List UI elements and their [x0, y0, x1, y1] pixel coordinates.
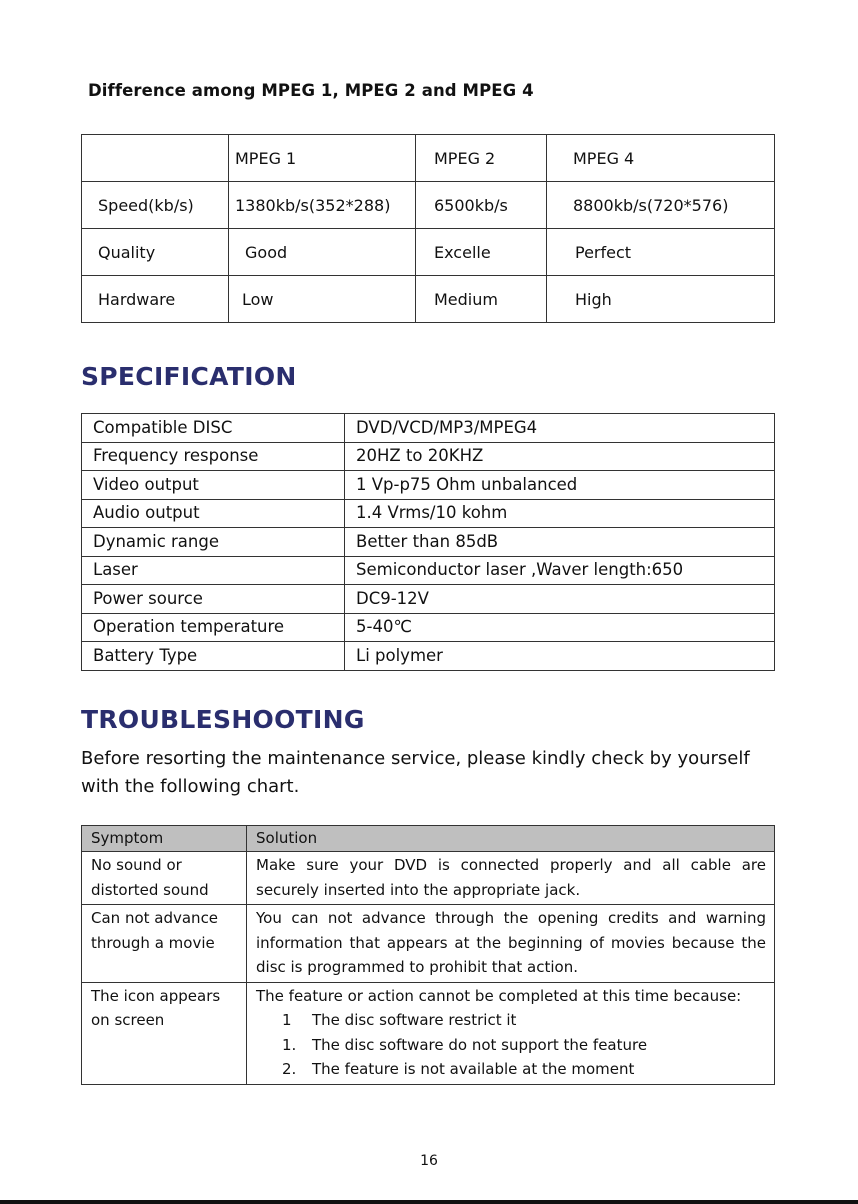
- table-row: [82, 585, 775, 614]
- row-label: Hardware: [82, 276, 229, 323]
- table-header-cell: MPEG 4: [547, 135, 775, 182]
- spec-label: Laser: [82, 556, 345, 585]
- table-row: [82, 905, 775, 983]
- table-cell: Excelle: [416, 229, 547, 276]
- spec-value: DVD/VCD/MP3/MPEG4: [345, 414, 775, 443]
- troubleshooting-intro: Before resorting the maintenance service, please kindly check by yourself with the following chart.: [81, 748, 750, 797]
- solution-text: The feature or action cannot be completed at this time because:: [256, 986, 742, 1005]
- table-row: [82, 556, 775, 585]
- table-header-cell: MPEG 2: [416, 135, 547, 182]
- spec-label: Compatible DISC: [82, 414, 345, 443]
- spec-value: DC9-12V: [345, 585, 775, 614]
- table-row: [82, 982, 775, 1084]
- spec-label: Battery Type: [82, 642, 345, 671]
- spec-label: Operation temperature: [82, 613, 345, 642]
- table-cell: Medium: [416, 276, 547, 323]
- table-cell: High: [547, 276, 775, 323]
- spec-value: Better than 85dB: [345, 528, 775, 557]
- list-text: The disc software restrict it: [312, 1011, 517, 1029]
- table-row: [82, 613, 775, 642]
- spec-label: Dynamic range: [82, 528, 345, 557]
- row-label: Quality: [82, 229, 229, 276]
- symptom-cell: Can not advance through a movie: [82, 905, 247, 983]
- table-cell: 1380kb/s(352*288): [229, 182, 416, 229]
- solution-header: Solution: [247, 826, 775, 852]
- list-number: 1: [282, 1011, 292, 1029]
- spec-value: 1 Vp-p75 Ohm unbalanced: [345, 471, 775, 500]
- row-label: Speed(kb/s): [82, 182, 229, 229]
- spec-label: Audio output: [82, 499, 345, 528]
- list-text: The feature is not available at the moment: [312, 1060, 635, 1078]
- specification-table: [81, 413, 775, 671]
- symptom-cell: No sound or distorted sound: [82, 852, 247, 905]
- table-row: [82, 442, 775, 471]
- table-row: [82, 182, 775, 229]
- list-item: [256, 1057, 766, 1082]
- spec-value: 20HZ to 20KHZ: [345, 442, 775, 471]
- solution-cell: Make sure your DVD is connected properly and all cable are securely inserted into the appropriate jack.: [247, 852, 775, 905]
- list-number: 1.: [282, 1035, 297, 1054]
- spec-value: Semiconductor laser ,Waver length:650: [345, 556, 775, 585]
- specification-heading: SPECIFICATION: [81, 362, 297, 391]
- table-cell: Perfect: [547, 229, 775, 276]
- table-header-row: [82, 826, 775, 852]
- spec-label: Video output: [82, 471, 345, 500]
- table-row: [82, 642, 775, 671]
- list-item: [256, 1033, 766, 1058]
- table-cell: [82, 135, 229, 182]
- troubleshooting-table: [81, 825, 775, 1085]
- list-text: The disc software do not support the feature: [312, 1035, 648, 1054]
- table-row: [82, 852, 775, 905]
- table-row: [82, 471, 775, 500]
- table-row: [82, 276, 775, 323]
- table-row: [82, 499, 775, 528]
- table-cell: Good: [229, 229, 416, 276]
- solution-cell: [247, 982, 775, 1084]
- table-row: [82, 414, 775, 443]
- spec-label: Power source: [82, 585, 345, 614]
- spec-value: Li polymer: [345, 642, 775, 671]
- mpeg-heading: Difference among MPEG 1, MPEG 2 and MPEG 4: [88, 81, 534, 100]
- spec-value: 1.4 Vrms/10 kohm: [345, 499, 775, 528]
- list-number: 2.: [282, 1060, 297, 1078]
- mpeg-comparison-table: [81, 134, 775, 323]
- bottom-rule: [0, 1200, 858, 1204]
- spec-label: Frequency response: [82, 442, 345, 471]
- spec-value: 5-40℃: [345, 613, 775, 642]
- list-item: [256, 1008, 766, 1033]
- reason-list: [256, 1008, 766, 1082]
- solution-cell: You can not advance through the opening credits and warning information that appears at the beginning of movies because the disc is programmed to prohibit that action.: [247, 905, 775, 983]
- table-cell: 8800kb/s(720*576): [547, 182, 775, 229]
- table-row: [82, 229, 775, 276]
- symptom-header: Symptom: [82, 826, 247, 852]
- table-header-cell: MPEG 1: [229, 135, 416, 182]
- troubleshooting-heading: TROUBLESHOOTING: [81, 705, 365, 734]
- table-header-row: [82, 135, 775, 182]
- table-cell: Low: [229, 276, 416, 323]
- table-row: [82, 528, 775, 557]
- symptom-cell: The icon appears on screen: [82, 982, 247, 1084]
- table-cell: 6500kb/s: [416, 182, 547, 229]
- page-number: 16: [420, 1153, 438, 1169]
